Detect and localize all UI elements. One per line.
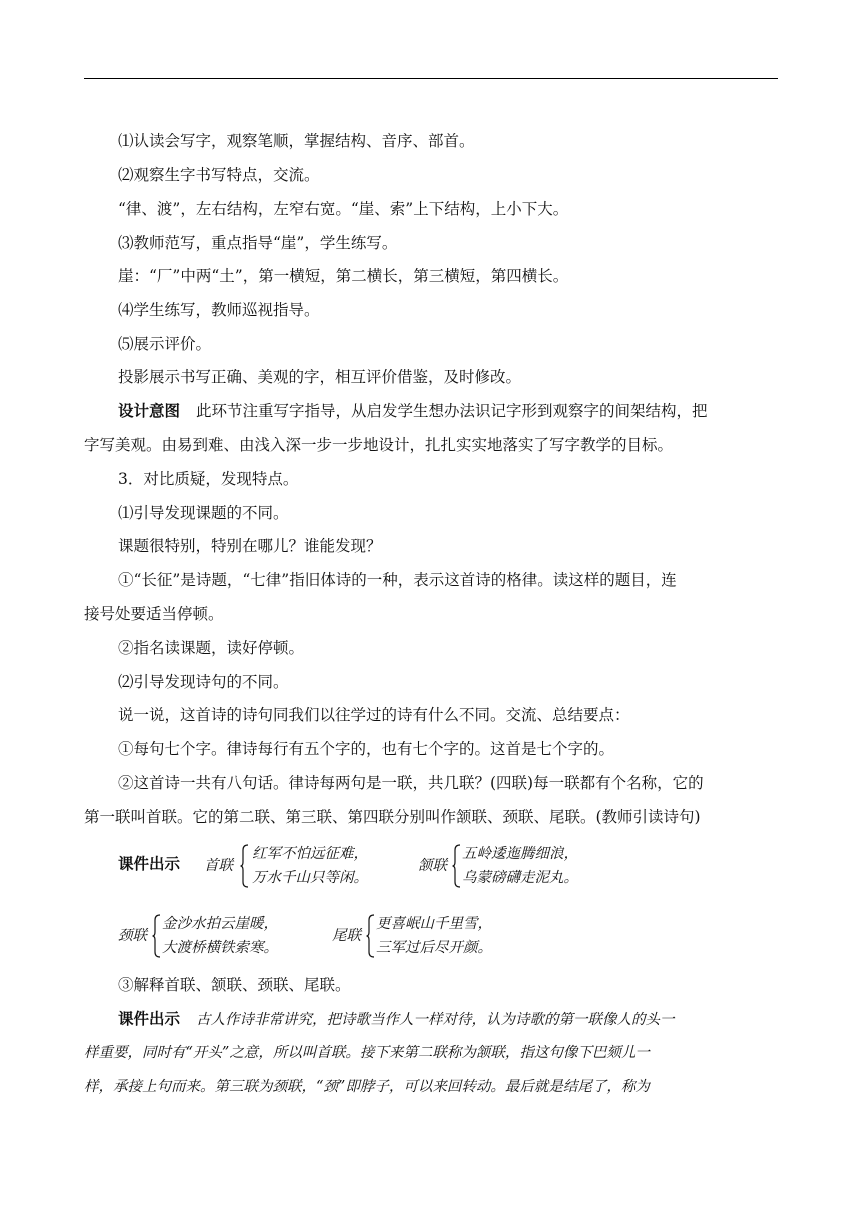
couplet-name-wei: 尾联 xyxy=(332,928,361,944)
couplet-line: 五岭逶迤腾细浪， xyxy=(462,846,578,862)
brace-icon xyxy=(452,844,461,888)
paragraph: 课题很特别，特别在哪儿？谁能发现？ xyxy=(118,537,382,555)
couplet-name-han: 颔联 xyxy=(418,858,447,874)
section-heading: 3．对比质疑，发现特点。 xyxy=(118,470,299,488)
courseware-label: 课件出示 xyxy=(118,855,181,873)
paragraph: 样重要，同时有“开头”之意，所以叫首联。接下来第二联称为颔联，指这句像下巴颏儿一 xyxy=(84,1045,650,1061)
paragraph: “律、渡”，左右结构，左窄右宽。“崖、索”上下结构，上小下大。 xyxy=(118,200,569,218)
paragraph: ⑵引导发现诗句的不同。 xyxy=(118,673,289,691)
couplet-name-jing: 颈联 xyxy=(118,928,147,944)
design-intent xyxy=(118,400,708,422)
paragraph: ⑵观察生字书写特点，交流。 xyxy=(118,166,320,184)
header-rule xyxy=(84,78,778,79)
brace-icon xyxy=(240,844,249,888)
couplet-line: 金沙水拍云崖暖， xyxy=(162,916,278,932)
explain-text: 古人作诗非常讲究，把诗歌当作人一样对待，认为诗歌的第一联像人的头一 xyxy=(196,1012,675,1028)
paragraph: ①“长征”是诗题，“七律”指旧体诗的一种，表示这首诗的格律。读这样的题目，连 xyxy=(118,571,677,589)
paragraph: 字写美观。由易到难、由浅入深一步一步地设计，扎扎实实地落实了写字教学的目标。 xyxy=(84,436,674,454)
couplet-line: 万水千山只等闲。 xyxy=(252,870,368,886)
paragraph: 样，承接上句而来。第三联为颈联，“颈”即脖子，可以来回转动。最后就是结尾了，称为 xyxy=(84,1079,650,1095)
paragraph: ②这首诗一共有八句话。律诗每两句是一联，共几联？(四联)每一联都有个名称，它的 xyxy=(118,774,704,792)
brace-icon xyxy=(152,914,161,958)
couplet-name-shou: 首联 xyxy=(204,858,233,874)
couplet-line: 大渡桥横铁索寒。 xyxy=(162,940,278,956)
paragraph: ⑶教师范写，重点指导“崖”，学生练写。 xyxy=(118,234,398,252)
paragraph: ⑷学生练写，教师巡视指导。 xyxy=(118,301,320,319)
paragraph: ①每句七个字。律诗每行有五个字的，也有七个字的。这首是七个字的。 xyxy=(118,740,615,758)
paragraph: 崖：“厂”中两“土”，第一横短，第二横长，第三横短，第四横长。 xyxy=(118,267,569,285)
couplet-line: 更喜岷山千里雪， xyxy=(376,916,492,932)
courseware-label: 课件出示 xyxy=(118,1010,181,1028)
brace-icon xyxy=(366,914,375,958)
paragraph: ②指名读课题，读好停顿。 xyxy=(118,639,305,657)
paragraph: 说一说，这首诗的诗句同我们以往学过的诗有什么不同。交流、总结要点： xyxy=(118,706,630,724)
paragraph: ③解释首联、颔联、颈联、尾联。 xyxy=(118,976,351,994)
couplet-line: 红军不怕远征难， xyxy=(252,846,368,862)
couplet-line: 乌蒙磅礴走泥丸。 xyxy=(462,870,578,886)
courseware-explain xyxy=(118,1008,675,1031)
paragraph: 接号处要适当停顿。 xyxy=(84,605,224,623)
paragraph: 第一联叫首联。它的第二联、第三联、第四联分别叫作颔联、颈联、尾联。(教师引读诗句) xyxy=(84,808,701,826)
paragraph: ⑴引导发现课题的不同。 xyxy=(118,504,289,522)
paragraph: ⑴认读会写字，观察笔顺，掌握结构、音序、部首。 xyxy=(118,132,475,150)
design-intent-label: 设计意图 xyxy=(118,402,181,420)
design-intent-text: 此环节注重写字指导，从启发学生想办法识记字形到观察字的间架结构，把 xyxy=(196,402,708,420)
paragraph: ⑸展示评价。 xyxy=(118,335,212,353)
paragraph: 投影展示书写正确、美观的字，相互评价借鉴，及时修改。 xyxy=(118,368,522,386)
couplet-line: 三军过后尽开颜。 xyxy=(376,940,492,956)
